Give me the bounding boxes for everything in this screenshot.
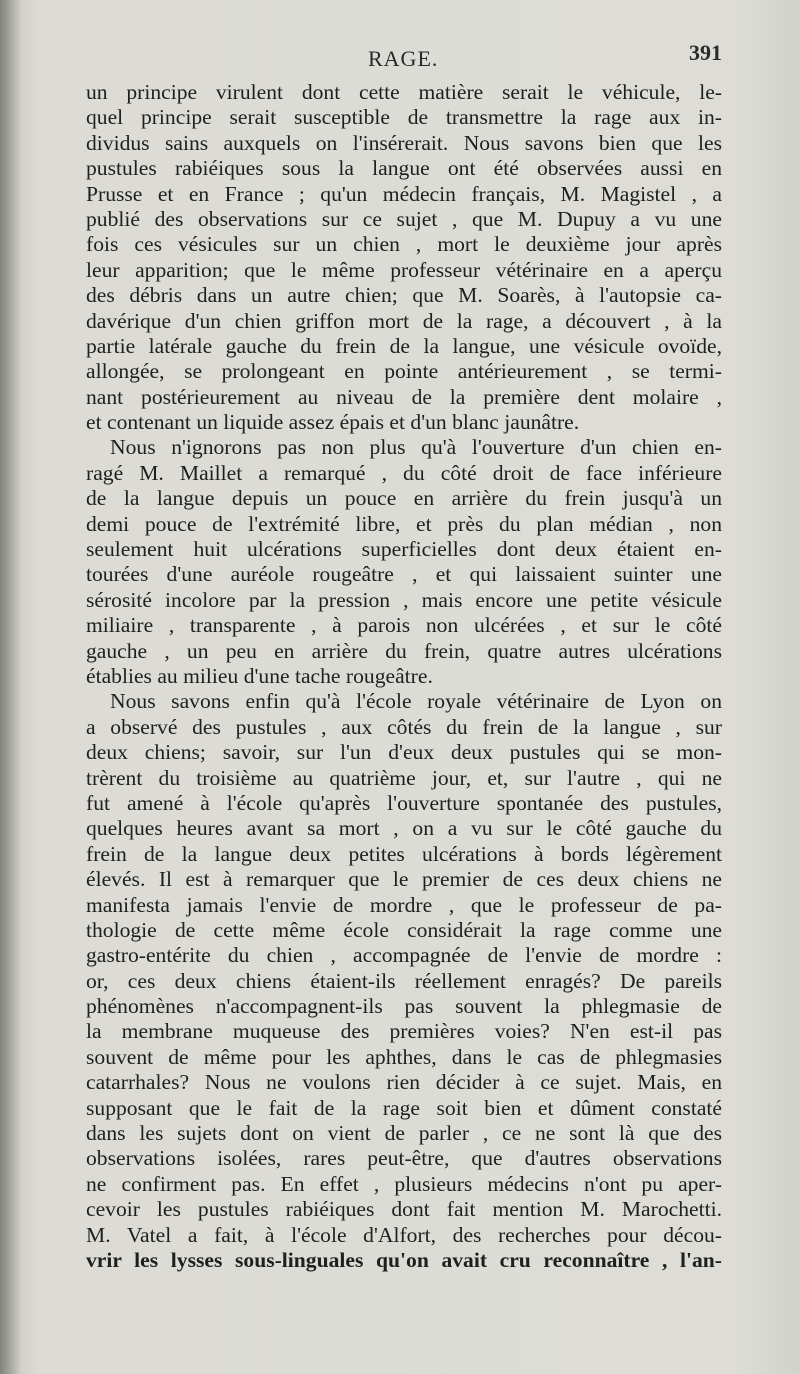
text-line: catarrhales? Nous ne voulons rien décider à ce sujet. Mais, en <box>86 1070 722 1095</box>
text-line: davérique d'un chien griffon mort de la rage, a découvert , à la <box>86 308 722 333</box>
text-line: dividus sains auxquels on l'insérerait. Nous savons bien que les <box>86 130 722 155</box>
text-line: fut amené à l'école qu'après l'ouverture spontanée des pustules, <box>86 790 722 815</box>
text-line: pustules rabiéiques sous la langue ont été observées aussi en <box>86 156 722 181</box>
text-line: Prusse et en France ; qu'un médecin français, M. Magistel , a <box>86 181 722 206</box>
text-line: Nous n'ignorons pas non plus qu'à l'ouverture d'un chien en- <box>110 435 722 460</box>
text-line: trèrent du troisième au quatrième jour, et, sur l'autre , qui ne <box>86 765 722 790</box>
text-line: sérosité incolore par la pression , mais encore une petite vésicule <box>86 587 722 612</box>
text-line: frein de la langue deux petites ulcérations à bords légèrement <box>86 841 722 866</box>
text-line: publié des observations sur ce sujet , que M. Dupuy a vu une <box>86 206 722 231</box>
page-number: 391 <box>689 40 722 65</box>
text-line: des débris dans un autre chien; que M. Soarès, à l'autopsie ca- <box>86 283 722 308</box>
text-line: miliaire , transparente , à parois non ulcérées , et sur le côté <box>86 613 722 638</box>
text-line: seulement huit ulcérations superficielles dont deux étaient en- <box>86 537 722 562</box>
text-line: quelques heures avant sa mort , on a vu sur le côté gauche du <box>86 816 722 841</box>
body-text <box>86 80 722 1273</box>
text-line: un principe virulent dont cette matière serait le véhicule, le- <box>86 80 722 104</box>
text-line: cevoir les pustules rabiéiques dont fait mention M. Marochetti. <box>86 1197 722 1222</box>
text-line: demi pouce de l'extrémité libre, et près du plan médian , non <box>86 511 722 536</box>
text-line: la membrane muqueuse des premières voies? N'en est-il pas <box>86 1019 722 1044</box>
binding-shadow <box>0 0 22 1374</box>
text-line: supposant que le fait de la rage soit bien et dûment constaté <box>86 1095 722 1120</box>
text-line: élevés. Il est à remarquer que le premier de ces deux chiens ne <box>86 867 722 892</box>
text-line: Nous savons enfin qu'à l'école royale vétérinaire de Lyon on <box>110 689 722 714</box>
text-line: quel principe serait susceptible de transmettre la rage aux in- <box>86 105 722 130</box>
page-header <box>86 40 722 80</box>
text-line: établies au milieu d'une tache rougeâtre. <box>86 663 433 688</box>
text-line: leur apparition; que le même professeur vétérinaire en a aperçu <box>86 257 722 282</box>
text-line: thologie de cette même école considérait la rage comme une <box>86 917 722 942</box>
text-line: manifesta jamais l'envie de mordre , que le professeur de pa- <box>86 892 722 917</box>
text-line: souvent de même pour les aphthes, dans le cas de phlegmasies <box>86 1044 722 1069</box>
text-line: fois ces vésicules sur un chien , mort le deuxième jour après <box>86 232 722 257</box>
text-line: ragé M. Maillet a remarqué , du côté droit de face inférieure <box>86 460 722 485</box>
text-line: allongée, se prolongeant en pointe antérieurement , se termi- <box>86 359 722 384</box>
text-line: or, ces deux chiens étaient-ils réellement enragés? De pareils <box>86 968 722 993</box>
text-line: de la langue depuis un pouce en arrière du frein jusqu'à un <box>86 486 722 511</box>
text-line: nant postérieurement au niveau de la première dent molaire , <box>86 384 722 409</box>
text-line: dans les sujets dont on vient de parler , ce ne sont là que des <box>86 1121 722 1146</box>
text-line: ne confirment pas. En effet , plusieurs médecins n'ont pu aper- <box>86 1171 722 1196</box>
text-line: tourées d'une auréole rougeâtre , et qui laissaient suinter une <box>86 562 722 587</box>
text-line: a observé des pustules , aux côtés du frein de la langue , sur <box>86 714 722 739</box>
text-line: partie latérale gauche du frein de la langue, une vésicule ovoïde, <box>86 333 722 358</box>
running-head: RAGE. <box>368 46 439 71</box>
text-line: M. Vatel a fait, à l'école d'Alfort, des recherches pour décou- <box>86 1222 722 1247</box>
text-line: gastro-entérite du chien , accompagnée de l'envie de mordre : <box>86 943 722 968</box>
text-line: gauche , un peu en arrière du frein, quatre autres ulcérations <box>86 638 722 663</box>
text-line: phénomènes n'accompagnent-ils pas souvent la phlegmasie de <box>86 994 722 1019</box>
text-line: et contenant un liquide assez épais et d'un blanc jaunâtre. <box>86 410 580 435</box>
text-line: vrir les lysses sous-linguales qu'on avait cru reconnaître , l'an- <box>86 1247 722 1272</box>
text-line: observations isolées, rares peut-être, que d'autres observations <box>86 1146 722 1171</box>
text-line: deux chiens; savoir, sur l'un d'eux deux pustules qui se mon- <box>86 740 722 765</box>
